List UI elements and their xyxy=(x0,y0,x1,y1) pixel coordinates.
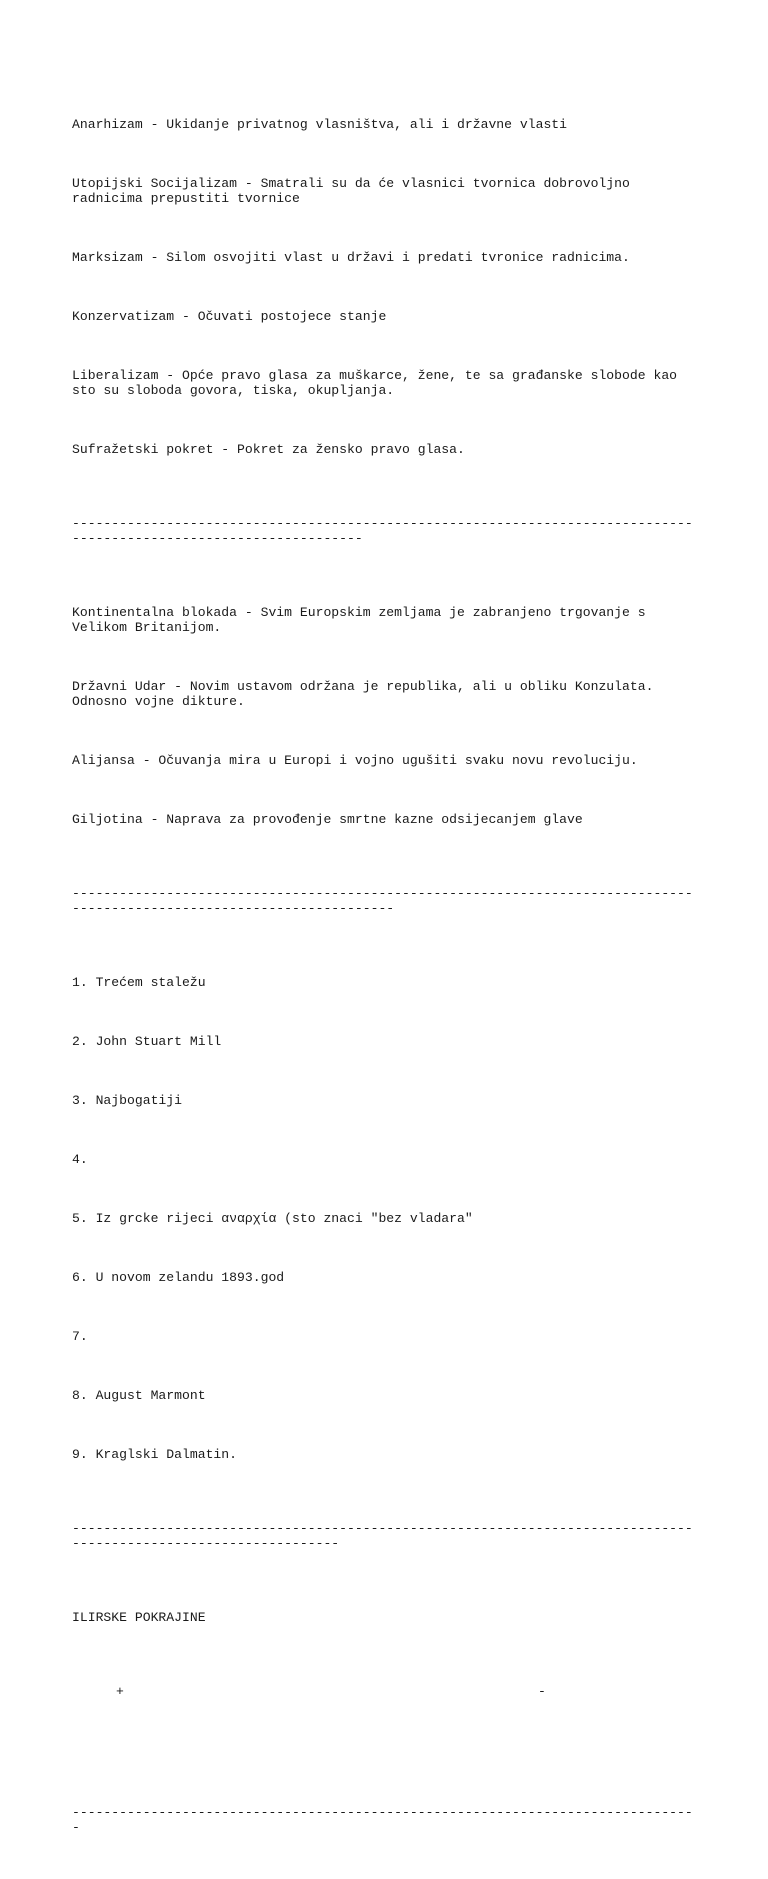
definition-sufrazetski-pokret: Sufražetski pokret - Pokret za žensko pravo glasa. xyxy=(72,442,465,457)
minus-label: - xyxy=(538,1684,546,1699)
document-page xyxy=(72,72,700,1879)
plus-label: + xyxy=(116,1684,124,1699)
separator-line: ----------------------------------------------------------------------------------------------------------------- xyxy=(72,1521,693,1551)
pros-cons-row xyxy=(72,1684,700,1699)
separator-line: ------------------------------------------------------------------------------------------------------------------------ xyxy=(72,886,693,916)
answer-item: 6. U novom zelandu 1893.god xyxy=(72,1270,285,1285)
answer-item: 2. John Stuart Mill xyxy=(72,1034,222,1049)
answer-item: 1. Trećem staležu xyxy=(72,975,206,990)
answer-item: 5. Iz grcke rijeci αναρχία (sto znaci "bez vladara" xyxy=(72,1211,473,1226)
definition-anarhizam: Anarhizam - Ukidanje privatnog vlasništva, ali i državne vlasti xyxy=(72,117,568,132)
definition-marksizam: Marksizam - Silom osvojiti vlast u državi i predati tvronice radnicima. xyxy=(72,250,630,265)
answer-item: 4. xyxy=(72,1152,88,1167)
answer-item: 3. Najbogatiji xyxy=(72,1093,183,1108)
definition-utopijski-socijalizam: Utopijski Socijalizam - Smatrali su da će vlasnici tvornica dobrovoljno radnicima prepustiti tvornice xyxy=(72,176,638,206)
definition-drzavni-udar: Državni Udar - Novim ustavom održana je republika, ali u obliku Konzulata. Odnosno vojne dikture. xyxy=(72,679,662,709)
definition-konzervatizam: Konzervatizam - Očuvati postojece stanje xyxy=(72,309,387,324)
answer-item: 9. Kraglski Dalmatin. xyxy=(72,1447,238,1462)
answer-item: 8. August Marmont xyxy=(72,1388,206,1403)
section-heading: ILIRSKE POKRAJINE xyxy=(72,1610,206,1625)
separator-line: -------------------------------------------------------------------------------- xyxy=(72,1805,693,1835)
definition-kontinentalna-blokada: Kontinentalna blokada - Svim Europskim zemljama je zabranjeno trgovanje s Velikom Britanijom. xyxy=(72,605,654,635)
definition-giljotina: Giljotina - Naprava za provođenje smrtne kazne odsijecanjem glave xyxy=(72,812,583,827)
definition-liberalizam: Liberalizam - Opće pravo glasa za muškarce, žene, te sa građanske slobode kao sto su sloboda govora, tiska, okupljanja. xyxy=(72,368,685,398)
separator-line: -------------------------------------------------------------------------------------------------------------------- xyxy=(72,516,693,546)
answer-item: 7. xyxy=(72,1329,88,1344)
definition-alijansa: Alijansa - Očuvanja mira u Europi i vojno ugušiti svaku novu revoluciju. xyxy=(72,753,638,768)
